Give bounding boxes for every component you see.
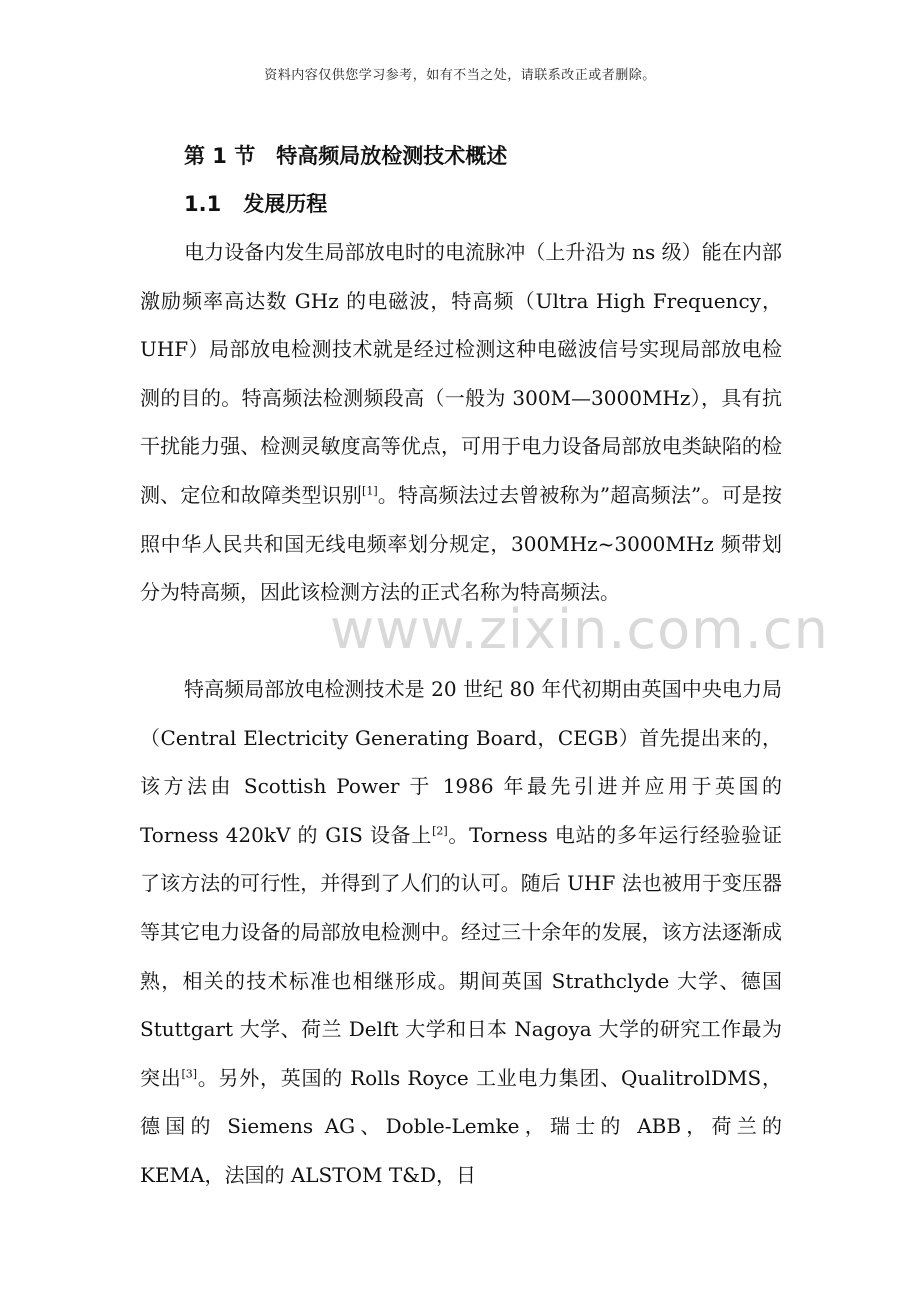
paragraph-text: 特高频局部放电检测技术是 20 世纪 80 年代初期由英国中央电力局（Central Electricity Generating Board，CEGB）首先提出来的，该方法由 Scottish Power 于 1986 年最先引进并应用于英国的 Torness 420kV 的 GIS 设备上 xyxy=(140,677,782,847)
section-title: 第 1 节 特高频局放检测技术概述 xyxy=(184,144,508,168)
paragraph-text: 。Torness 电站的多年运行经验验证了该方法的可行性，并得到了人们的认可。随后 UHF 法也被用于变压器等其它电力设备的局部放电检测中。经过三十余年的发展，该方法逐渐成熟，相关的技术标准也相继形成。期间英国 Strathclyde 大学、德国 Stuttgart 大学、荷兰 Delft 大学和日本 Nagoya 大学的研究工作最为突出 xyxy=(140,822,782,1090)
paragraph-text: 。另外，英国的 Rolls Royce 工业电力集团、QualitrolDMS，德国的 Siemens AG、Doble-Lemke，瑞士的 ABB，荷兰的 KEMA，法国的 ALSTOM T&D，日 xyxy=(140,1065,782,1187)
subsection-number: 1.1 xyxy=(184,192,222,216)
paragraph-history-intro xyxy=(140,228,782,617)
citation-ref[interactable]: [1] xyxy=(362,484,378,498)
subsection-heading xyxy=(184,188,327,218)
subsection-title: 发展历程 xyxy=(243,192,328,216)
paragraph-text: 电力设备内发生局部放电时的电流脉冲（上升沿为 ns 级）能在内部激励频率高达数 GHz 的电磁波，特高频（Ultra High Frequency，UHF）局部放电检测技术就是经过检测这种电磁波信号实现局部放电检测的目的。特高频法检测频段高（一般为 300M—3000MHz），具有抗干扰能力强、检测灵敏度高等优点，可用于电力设备局部放电类缺陷的检测、定位和故障类型识别 xyxy=(140,240,782,507)
paragraph-history-development xyxy=(140,665,782,1200)
citation-ref[interactable]: [3] xyxy=(181,1067,198,1081)
watermark: www.zixin.com.cn xyxy=(330,598,829,661)
citation-ref[interactable]: [2] xyxy=(432,824,448,838)
paragraph-text: 。特高频法过去曾被称为”超高频法”。可是按照中华人民共和国无线电频率划分规定，300MHz~3000MHz 频带划分为特高频，因此该检测方法的正式名称为特高频法。 xyxy=(140,482,782,605)
header-disclaimer: 资料内容仅供您学习参考，如有不当之处，请联系改正或者删除。 xyxy=(264,68,656,83)
